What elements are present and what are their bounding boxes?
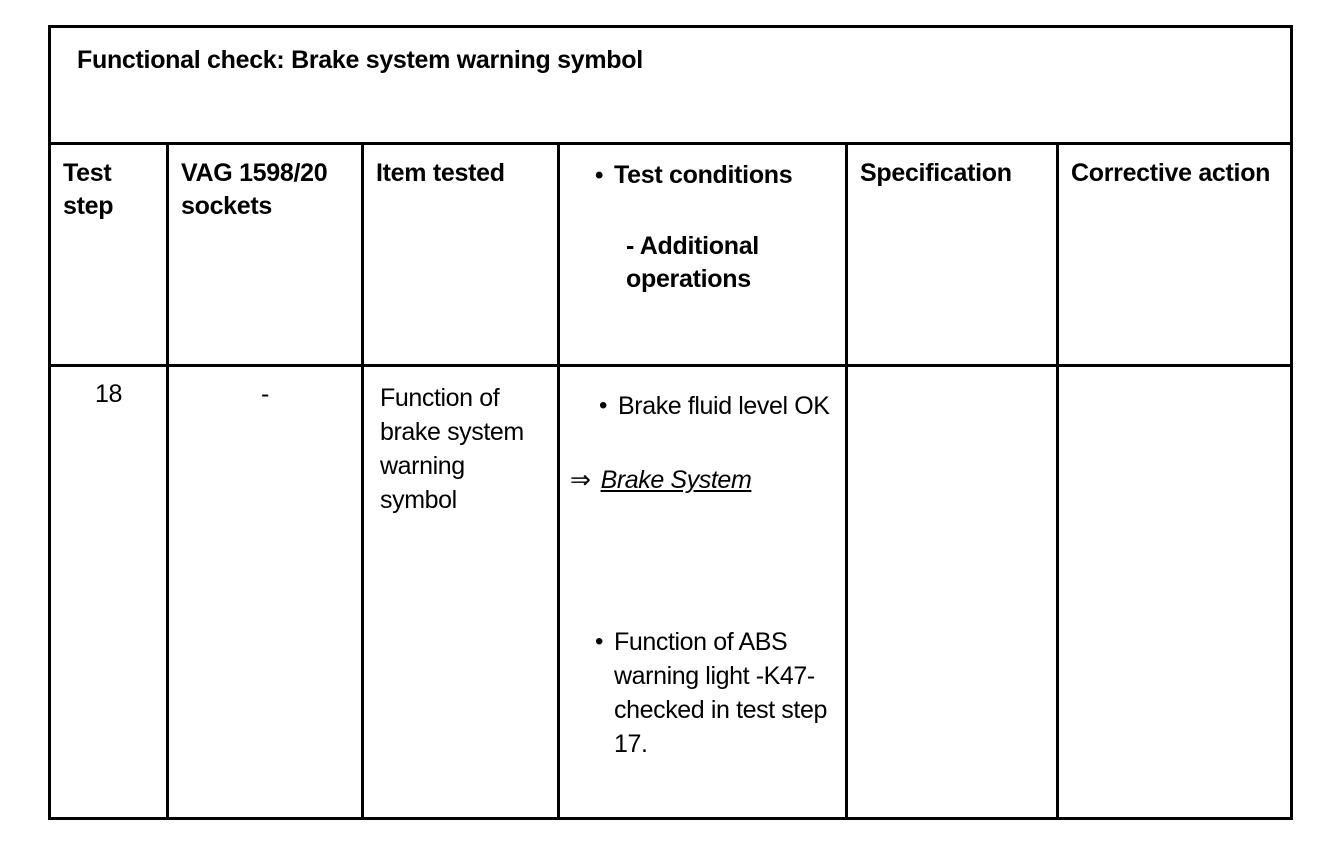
condition-item	[570, 389, 835, 423]
header-test-conditions: Test conditions	[614, 161, 793, 189]
header-corrective-action: Corrective action	[1058, 144, 1292, 366]
cell-test-step: 18	[50, 366, 168, 819]
cell-item-tested: Function of brake system warning symbol	[363, 366, 559, 819]
title-row	[50, 27, 1292, 144]
header-specification: Specification	[847, 144, 1058, 366]
bullet-icon: •	[598, 392, 607, 419]
table-row	[50, 366, 1292, 819]
header-row	[50, 144, 1292, 366]
arrow-right-icon: ⇒	[570, 466, 591, 494]
cell-corrective-action	[1058, 366, 1292, 819]
cell-specification	[847, 366, 1058, 819]
header-test-step: Test step	[50, 144, 168, 366]
header-sockets: VAG 1598/20 sockets	[168, 144, 363, 366]
functional-check-table	[48, 25, 1293, 820]
bullet-icon: •	[594, 162, 604, 189]
header-test-conditions-cell	[559, 144, 847, 366]
condition-text: Function of ABS warning light -K47- checked in test step 17.	[614, 628, 827, 758]
condition-text: Brake fluid level OK	[618, 392, 830, 420]
cell-sockets: -	[168, 366, 363, 819]
table-title: Functional check: Brake system warning symbol	[50, 27, 1292, 144]
link-row	[570, 463, 835, 497]
condition-item	[570, 625, 835, 761]
header-additional-operations: - Additional operations	[626, 232, 759, 293]
header-item-tested: Item tested	[363, 144, 559, 366]
bullet-icon: •	[594, 628, 603, 655]
cell-test-conditions	[559, 366, 847, 819]
brake-system-link[interactable]: Brake System	[600, 466, 752, 494]
